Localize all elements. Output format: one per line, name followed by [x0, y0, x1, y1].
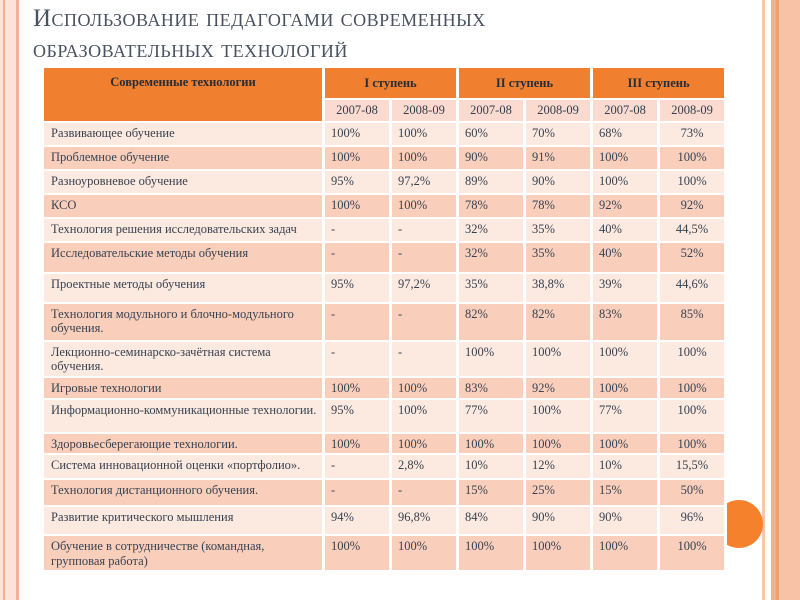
row-label: Технология дистанционного обучения. [44, 480, 322, 505]
header-year-stage1-2: 2008-09 [392, 100, 456, 121]
cell-value: 100% [392, 378, 456, 398]
cell-value: 35% [526, 243, 590, 272]
cell-value: 100% [660, 171, 724, 193]
cell-value: 68% [593, 123, 657, 145]
cell-value: 39% [593, 274, 657, 302]
cell-value: 92% [660, 195, 724, 217]
cell-value: 40% [593, 219, 657, 241]
row-label: Здоровьесберегающие технологии. [44, 434, 322, 453]
header-year-stage3-2: 2008-09 [660, 100, 724, 121]
cell-value: - [392, 480, 456, 505]
table-row [44, 123, 724, 145]
table-row [44, 507, 724, 534]
right-border-decoration [771, 0, 800, 600]
cell-value: 82% [526, 304, 590, 340]
cell-value: - [392, 219, 456, 241]
table-row [44, 219, 724, 241]
cell-value: 100% [660, 147, 724, 169]
cell-value: 10% [593, 455, 657, 478]
table-row [44, 147, 724, 169]
cell-value: 10% [459, 455, 523, 478]
cell-value: 83% [593, 304, 657, 340]
cell-value: 100% [660, 342, 724, 376]
cell-value: 77% [459, 400, 523, 432]
table-wrapper [41, 66, 727, 572]
row-label: Обучение в сотрудничестве (командная, групповая работа) [44, 536, 322, 570]
cell-value: 85% [660, 304, 724, 340]
cell-value: 100% [325, 536, 389, 570]
row-label: Развивающее обучение [44, 123, 322, 145]
cell-value: 90% [593, 507, 657, 534]
cell-value: 95% [325, 400, 389, 432]
cell-value: 100% [325, 378, 389, 398]
cell-value: 44,6% [660, 274, 724, 302]
left-border-decoration [0, 0, 19, 600]
right-thin-line-decoration [762, 0, 765, 600]
cell-value: 84% [459, 507, 523, 534]
header-stage-2: II ступень [459, 68, 590, 98]
cell-value: 100% [459, 342, 523, 376]
row-label: Система инновационной оценки «портфолио». [44, 455, 322, 478]
table-row [44, 434, 724, 453]
cell-value: 97,2% [392, 171, 456, 193]
cell-value: 100% [526, 434, 590, 453]
cell-value: 100% [459, 536, 523, 570]
cell-value: 100% [593, 342, 657, 376]
cell-value: 90% [459, 147, 523, 169]
left-border-line-1 [3, 0, 5, 600]
cell-value: 44,5% [660, 219, 724, 241]
cell-value: 15,5% [660, 455, 724, 478]
cell-value: 15% [593, 480, 657, 505]
slide-title: Использование педагогами современных образовательных технологий [33, 5, 486, 63]
cell-value: 52% [660, 243, 724, 272]
table-row [44, 342, 724, 376]
cell-value: 12% [526, 455, 590, 478]
cell-value: 100% [392, 536, 456, 570]
cell-value: 100% [593, 536, 657, 570]
cell-value: 92% [593, 195, 657, 217]
row-label: Технология решения исследовательских задач [44, 219, 322, 241]
cell-value: 100% [325, 434, 389, 453]
cell-value: 32% [459, 219, 523, 241]
cell-value: 40% [593, 243, 657, 272]
cell-value: 77% [593, 400, 657, 432]
cell-value: 90% [526, 171, 590, 193]
row-label: Лекционно-семинарско-зачётная система обучения. [44, 342, 322, 376]
cell-value: - [325, 480, 389, 505]
right-border-stripe-2 [776, 0, 779, 600]
cell-value: 82% [459, 304, 523, 340]
cell-value: 94% [325, 507, 389, 534]
table-row [44, 171, 724, 193]
cell-value: 100% [593, 147, 657, 169]
cell-value: 78% [526, 195, 590, 217]
row-label: Развитие критического мышления [44, 507, 322, 534]
cell-value: - [325, 455, 389, 478]
left-border-line-2 [16, 0, 19, 600]
cell-value: 100% [660, 434, 724, 453]
cell-value: 91% [526, 147, 590, 169]
cell-value: 2,8% [392, 455, 456, 478]
row-label: КСО [44, 195, 322, 217]
table-row [44, 480, 724, 505]
cell-value: 35% [526, 219, 590, 241]
row-label: Исследовательские методы обучения [44, 243, 322, 272]
cell-value: 38,8% [526, 274, 590, 302]
row-label: Информационно-коммуникационные технологии. [44, 400, 322, 432]
cell-value: 90% [526, 507, 590, 534]
header-technologies: Современные технологии [44, 68, 322, 121]
row-label: Проблемное обучение [44, 147, 322, 169]
cell-value: - [325, 219, 389, 241]
cell-value: - [392, 243, 456, 272]
cell-value: 32% [459, 243, 523, 272]
cell-value: 50% [660, 480, 724, 505]
cell-value: - [392, 342, 456, 376]
cell-value: 100% [660, 536, 724, 570]
cell-value: - [392, 304, 456, 340]
cell-value: 100% [593, 434, 657, 453]
cell-value: 100% [325, 123, 389, 145]
cell-value: 97,2% [392, 274, 456, 302]
row-label: Игровые технологии [44, 378, 322, 398]
table-row [44, 455, 724, 478]
header-year-stage3-1: 2007-08 [593, 100, 657, 121]
header-year-stage1-1: 2007-08 [325, 100, 389, 121]
cell-value: 100% [459, 434, 523, 453]
cell-value: 96,8% [392, 507, 456, 534]
cell-value: 60% [459, 123, 523, 145]
row-label: Проектные методы обучения [44, 274, 322, 302]
cell-value: 100% [392, 434, 456, 453]
cell-value: 96% [660, 507, 724, 534]
cell-value: 70% [526, 123, 590, 145]
cell-value: 89% [459, 171, 523, 193]
table-header-row [44, 68, 724, 98]
cell-value: 95% [325, 171, 389, 193]
table-row [44, 400, 724, 432]
cell-value: 100% [593, 378, 657, 398]
header-stage-3: III ступень [593, 68, 724, 98]
cell-value: - [325, 304, 389, 340]
header-year-stage2-2: 2008-09 [526, 100, 590, 121]
cell-value: 100% [526, 400, 590, 432]
cell-value: 100% [392, 195, 456, 217]
header-year-stage2-1: 2007-08 [459, 100, 523, 121]
row-label: Технология модульного и блочно-модульного обучения. [44, 304, 322, 340]
cell-value: - [325, 243, 389, 272]
table-row [44, 536, 724, 570]
cell-value: - [325, 342, 389, 376]
cell-value: 100% [526, 342, 590, 376]
cell-value: 95% [325, 274, 389, 302]
table-row [44, 243, 724, 272]
cell-value: 100% [526, 536, 590, 570]
table-row [44, 378, 724, 398]
cell-value: 100% [325, 147, 389, 169]
cell-value: 35% [459, 274, 523, 302]
cell-value: 92% [526, 378, 590, 398]
cell-value: 73% [660, 123, 724, 145]
cell-value: 100% [392, 147, 456, 169]
header-stage-1: I ступень [325, 68, 456, 98]
cell-value: 83% [459, 378, 523, 398]
row-label: Разноуровневое обучение [44, 171, 322, 193]
cell-value: 100% [593, 171, 657, 193]
cell-value: 78% [459, 195, 523, 217]
cell-value: 100% [660, 378, 724, 398]
table-row [44, 195, 724, 217]
cell-value: 100% [392, 123, 456, 145]
table-row [44, 304, 724, 340]
cell-value: 15% [459, 480, 523, 505]
cell-value: 100% [660, 400, 724, 432]
cell-value: 25% [526, 480, 590, 505]
cell-value: 100% [325, 195, 389, 217]
table-row [44, 274, 724, 302]
cell-value: 100% [392, 400, 456, 432]
technologies-table [41, 66, 727, 572]
